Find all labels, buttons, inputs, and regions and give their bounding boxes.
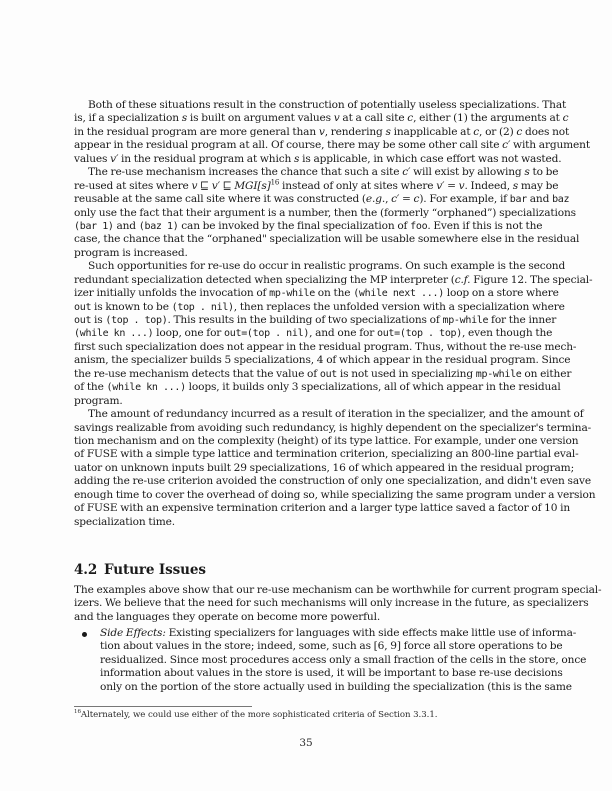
text-line xyxy=(74,488,596,502)
text-line xyxy=(100,640,563,653)
text-run: values xyxy=(74,152,111,165)
bullet-label: Side Effects: xyxy=(100,627,166,639)
text-run: The re-use mechanism increases the chance that such a site xyxy=(88,166,403,179)
text-run: is, if a specialization xyxy=(74,112,182,125)
text-run: Both of these situations result in the construction of potentially useless specializations. That xyxy=(88,99,567,111)
text-run: v′ = v xyxy=(436,179,465,192)
text-run: foo xyxy=(410,220,428,232)
text-run: only on the portion of the store actually used in building the specialization (this is the same xyxy=(100,680,572,693)
section-number: 4.2 xyxy=(74,562,98,578)
section-heading xyxy=(74,562,206,578)
text-line xyxy=(74,584,602,597)
text-run: case, the chance that the “orphaned" specialization will be usable somewhere else in the residual xyxy=(74,233,580,246)
text-line xyxy=(74,408,584,421)
text-line xyxy=(74,421,592,435)
text-run: is built on argument values xyxy=(187,112,334,125)
text-line xyxy=(74,178,559,193)
text-run: Existing specializers for languages with side effects make little use of informa- xyxy=(165,627,577,639)
text-run: (while kn ...) xyxy=(74,328,154,340)
text-run: inapplicable at xyxy=(390,125,474,138)
text-line xyxy=(74,112,569,125)
text-run: . Even if this is not the xyxy=(427,219,543,232)
text-run: mp-while xyxy=(269,288,315,300)
text-line xyxy=(100,653,587,667)
text-run: first such specialization does not appear in the residual program. Thus, without the re-use mech- xyxy=(74,340,577,353)
text-run: The amount of redundancy incurred as a result of iteration in the specializer, and the amount of xyxy=(88,408,584,421)
text-run: (top . top) xyxy=(105,315,168,326)
text-run: c′ xyxy=(502,139,511,152)
text-run: s xyxy=(512,179,519,192)
text-run: on either xyxy=(521,367,572,380)
text-run: will exist by allowing xyxy=(410,166,525,179)
text-line xyxy=(74,99,567,112)
text-run: mp-while xyxy=(475,368,522,380)
text-run: in the residual program are more general than xyxy=(74,125,319,138)
text-line xyxy=(74,367,572,381)
text-line xyxy=(74,300,565,314)
text-run: bar xyxy=(509,194,527,206)
text-run: v xyxy=(333,112,340,125)
text-run: c.f. xyxy=(454,273,471,286)
text-run: uator on unknown inputs built 29 specializations, 16 of which appeared in the residual program; xyxy=(74,461,574,474)
text-run: , either (1) the arguments at xyxy=(413,112,563,125)
text-line xyxy=(74,166,559,179)
footnote-divider xyxy=(74,706,252,707)
text-run: and the languages they operate on become more powerful. xyxy=(74,610,381,623)
text-run: c xyxy=(562,112,569,125)
text-run: redundant specialization detected when specializing the MP interpreter ( xyxy=(74,273,455,286)
text-run: is not used in specializing xyxy=(337,367,476,380)
text-run: program. xyxy=(74,394,123,407)
text-run: v′ xyxy=(110,152,119,165)
text-line xyxy=(74,206,576,220)
text-line xyxy=(74,273,593,287)
text-run: , rendering xyxy=(324,125,386,138)
text-run: s xyxy=(293,152,300,165)
text-run: e.g. xyxy=(365,193,386,206)
footnote-ref[interactable]: 16 xyxy=(270,178,280,187)
text-line xyxy=(74,247,536,260)
text-line xyxy=(74,260,566,273)
footnote xyxy=(74,710,437,721)
text-line xyxy=(74,434,579,448)
text-run: specialization time. xyxy=(74,515,175,528)
text-run: , xyxy=(385,193,392,206)
text-run: c xyxy=(407,112,414,125)
text-line xyxy=(74,193,570,206)
text-run: out=(top . top) xyxy=(376,328,462,340)
text-run: anism, the specializer builds 5 specializations, 4 of which appear in the residual program. Since xyxy=(74,354,571,367)
text-run: can be invoked by the final specialization of xyxy=(178,219,411,232)
text-line xyxy=(74,354,571,367)
text-run: with argument xyxy=(510,139,590,152)
text-run: program is increased. xyxy=(74,246,188,259)
text-line xyxy=(74,516,536,529)
text-line xyxy=(74,219,543,233)
text-run: tion about values in the store; indeed, some, such as [6, 9] force all store operations to be xyxy=(100,640,563,653)
text-line xyxy=(74,314,557,327)
text-run: for the inner xyxy=(488,314,557,326)
bullet-icon xyxy=(82,632,87,637)
text-run: c′ = c xyxy=(391,193,420,206)
text-run: enough time to cover the overhead of doing so, while specializing the same program under a version xyxy=(74,488,596,501)
text-run: appear in the residual program at all. Of course, there may be some other call site xyxy=(74,139,503,152)
text-run: of FUSE with a simple type lattice and termination criterion, specializing an 800-line partial eval- xyxy=(74,448,579,461)
text-line xyxy=(74,287,559,300)
text-run: is known to be xyxy=(91,300,172,313)
text-line xyxy=(74,139,590,152)
text-run: savings realizable from avoiding such redundancy, is highly dependent on the specializer's termina- xyxy=(74,421,592,434)
text-run: reusable at the same call site where it was constructed ( xyxy=(74,193,366,206)
text-line xyxy=(74,125,570,139)
text-run: ). For example, if xyxy=(419,193,510,206)
text-run: out=(top . nil) xyxy=(224,328,310,340)
text-run: The examples above show that our re-use mechanism can be worthwhile for current program special- xyxy=(74,584,602,596)
text-run: and xyxy=(526,193,553,206)
page-number: 35 xyxy=(299,737,313,749)
text-run: is xyxy=(91,314,106,326)
text-run: at a call site xyxy=(339,112,408,125)
text-run: the re-use mechanism detects that the value of xyxy=(74,367,320,380)
text-run: only use the fact that their argument is a number, then the (formerly “orphaned”) specializations xyxy=(74,206,576,219)
text-run: (top . nil) xyxy=(171,301,234,313)
text-run: c xyxy=(516,125,523,138)
text-line xyxy=(100,667,563,680)
text-run: out xyxy=(74,301,92,313)
text-run: izer initially unfolds the invocation of xyxy=(74,287,270,300)
text-line xyxy=(74,448,579,461)
text-run: Figure 12. The special- xyxy=(470,273,593,286)
text-line xyxy=(74,233,580,246)
text-run: . Indeed, xyxy=(464,179,513,192)
text-run: tion mechanism and on the complexity (height) of its type lattice. For example, under one version xyxy=(74,434,579,447)
text-run: (while kn ...) xyxy=(106,382,186,394)
text-run: re-used at sites where xyxy=(74,179,192,192)
text-run: , then replaces the unfolded version with a specialization where xyxy=(233,300,565,313)
text-run: c′ xyxy=(402,166,411,179)
paragraph-5 xyxy=(74,584,602,624)
text-run: mp-while xyxy=(442,315,489,326)
text-line xyxy=(100,680,572,694)
text-run: information about values in the store is used, it will be important to base re-use decisions xyxy=(100,667,563,680)
text-run: s xyxy=(181,112,188,125)
text-run: adding the re-use criterion avoided the construction of only one specialization, and didn't even save xyxy=(74,475,591,488)
text-run: izers. We believe that the need for such mechanisms will only increase in the future, as specializers xyxy=(74,597,589,610)
text-run: s xyxy=(385,125,391,138)
text-run: (baz 1) xyxy=(138,220,179,232)
section-title: Future Issues xyxy=(104,562,206,578)
footnote-text: Alternately, we could use either of the more sophisticated criteria of Section 3.3.1. xyxy=(80,710,438,720)
text-run: is applicable, in which case effort was not wasted. xyxy=(299,152,562,165)
text-run: v ⊑ v′ ⊑ MGI[s] xyxy=(191,179,271,192)
text-line xyxy=(74,461,574,475)
text-line xyxy=(100,627,577,640)
text-line xyxy=(74,340,577,354)
text-line xyxy=(74,327,553,340)
text-run: Such opportunities for re-use do occur in realistic programs. On such example is the second xyxy=(88,260,566,273)
text-run: to be xyxy=(529,166,559,179)
paragraph-1 xyxy=(74,99,596,529)
text-line xyxy=(74,475,591,488)
text-line xyxy=(74,395,536,408)
text-run: on the xyxy=(314,287,354,300)
text-run: out xyxy=(319,368,338,380)
text-run: c xyxy=(473,125,480,138)
text-run: loop on a store where xyxy=(443,287,559,300)
text-run: in the residual program at which xyxy=(118,152,294,165)
text-run: (while next ...) xyxy=(353,288,444,300)
text-line xyxy=(74,381,561,394)
text-run: v xyxy=(318,125,325,138)
text-run: , and one for xyxy=(309,327,377,340)
text-run: out xyxy=(74,315,92,326)
text-run: instead of only at sites where xyxy=(279,179,437,192)
text-run: s xyxy=(524,166,530,179)
footnote-mark: 16 xyxy=(74,709,81,716)
text-run: and xyxy=(113,219,139,232)
text-run: , even though the xyxy=(461,327,553,340)
text-run: does not xyxy=(522,125,570,138)
text-line xyxy=(74,611,536,624)
text-line xyxy=(74,502,571,515)
text-run: of the xyxy=(74,381,107,394)
text-run: baz xyxy=(552,194,570,206)
bullet-item-side-effects xyxy=(100,627,587,694)
text-run: . This results in the building of two specializations of xyxy=(167,314,443,326)
text-line xyxy=(74,597,589,610)
text-run: (bar 1) xyxy=(74,220,114,232)
text-run: loop, one for xyxy=(153,327,225,340)
text-run: of FUSE with an expensive termination criterion and a larger type lattice saved a factor of 10 in xyxy=(74,502,571,515)
text-run: residualized. Since most procedures access only a small fraction of the cells in the store, once xyxy=(100,653,587,666)
text-run: may be xyxy=(518,179,559,192)
text-run: , or (2) xyxy=(479,125,517,138)
text-line xyxy=(74,152,562,166)
text-run: loops, it builds only 3 specializations, all of which appear in the residual xyxy=(185,381,561,394)
